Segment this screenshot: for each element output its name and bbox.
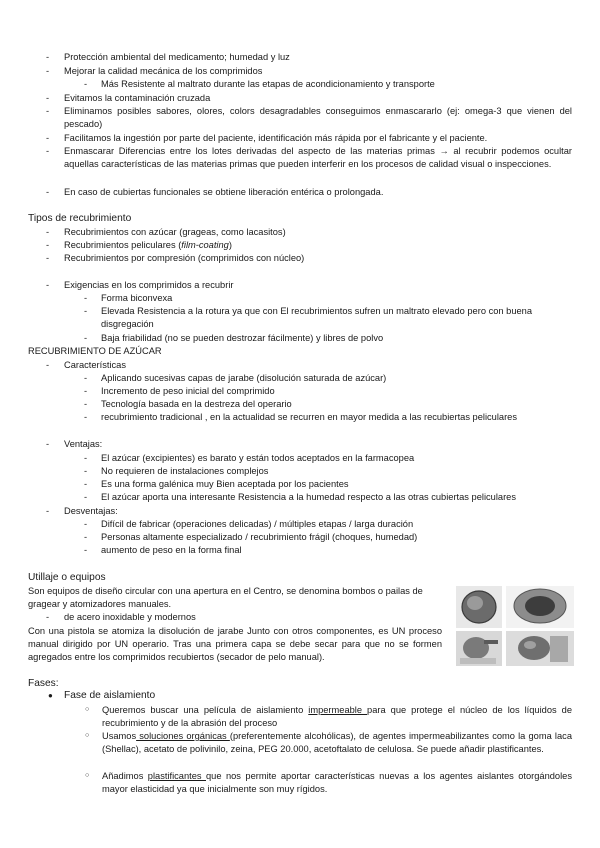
bullet-calidad-mecanica: Mejorar la calidad mecánica de los comprimidos [64,66,263,76]
dash-marker: - [84,373,88,383]
bullet-ingestion: Facilitamos la ingestión por parte del paciente, identificación más rápida por el fabricante y el paciente. [64,133,488,143]
coating-pan-photo-1 [456,586,502,628]
dash-marker: - [84,453,88,463]
dash-marker: - [84,466,88,476]
bullet-circle: ○ [85,732,90,739]
dash-marker: - [46,280,50,290]
dash-marker: - [46,146,50,156]
dash-marker: - [46,506,50,516]
caracteristica-capas: Aplicando sucesivas capas de jarabe (disolución saturada de azúcar) [101,373,387,383]
bullet-proteccion: Protección ambiental del medicamento; humedad y luz [64,52,290,62]
aislamiento-pelicula [102,704,572,730]
utillaje-acero: de acero inoxidable y modernos [64,612,196,622]
term-plastificantes: plastificantes [147,771,206,781]
caracteristica-peso: Incremento de peso inicial del comprimido [101,386,275,396]
aislamiento-plastificantes-rest: que nos permite aportar características nuevas a los agentes aislantes otorgándoles mayor elasticidad ya que inicialmente son muy rígidos. [102,771,572,795]
utillaje-descripcion: Son equipos de diseño circular con una apertura en el Centro, se denomina bombos o pailas de gragear y atomizadores manuales. [28,586,423,610]
dash-marker: - [84,519,88,529]
sub-bullet-resistente: Más Resistente al maltrato durante las etapas de acondicionamiento y transporte [101,79,435,89]
ventaja-barato: El azúcar (excipientes) es barato y están todos aceptados en la farmacopea [101,453,415,463]
dash-marker: - [84,532,88,542]
heading-utillaje: Utillaje o equipos [28,572,106,583]
dash-marker: - [84,492,88,502]
ventaja-instalaciones: No requieren de instalaciones complejos [101,466,269,476]
dash-marker: - [46,106,50,116]
dash-marker: - [84,333,88,343]
aislamiento-plastificantes [102,770,572,796]
dash-marker: - [84,412,88,422]
bullet-circle: ○ [85,772,90,779]
dash-marker: - [46,439,50,449]
heading-recubrimiento-azucar: RECUBRIMIENTO DE AZÚCAR [28,346,162,356]
dash-marker: - [46,253,50,263]
film-coating-term: film-coating [181,240,229,250]
equipment-photos [454,584,576,668]
caracteristica-tecnologia: Tecnología basada en la destreza del operario [101,399,292,409]
bullet-circle: ○ [85,706,90,713]
aislamiento-soluciones [102,730,572,756]
tipo-azucar: Recubrimientos con azúcar (grageas, como lacasitos) [64,227,286,237]
dash-marker: - [84,479,88,489]
heading-tipos: Tipos de recubrimiento [28,213,132,224]
dash-marker: - [46,360,50,370]
exigencia-biconvexa: Forma biconvexa [101,293,173,303]
dash-marker: - [84,399,88,409]
ventajas-label: Ventajas: [64,439,103,449]
desventaja-personas: Personas altamente especializado / recubrimiento frágil (choques, humedad) [101,532,418,542]
bullet-sabores: Eliminamos posibles sabores, olores, colors desagradables conseguimos enmascararlo (ej: omega-3 que vienen del pescado) [64,106,572,130]
term-impermeable: impermeable [308,705,368,715]
dash-marker: - [46,187,50,197]
tipo-compresion: Recubrimientos por compresión (comprimidos con núcleo) [64,253,305,263]
bullet-dot: ● [48,691,53,700]
dash-marker: - [84,306,88,316]
coating-pan-photo-3 [456,631,502,666]
tipo-peliculares [64,240,232,251]
coating-pan-photo-2 [506,586,574,628]
ventaja-humedad: El azúcar aporta una interesante Resistencia a la humedad respecto a las otras cubiertas peliculares [101,492,516,502]
aislamiento-plastificantes-text: Añadimos [102,771,148,781]
fase-aislamiento: Fase de aislamiento [64,690,156,701]
dash-marker: - [84,386,88,396]
aislamiento-pelicula-text: Queremos buscar una película de aislamiento [102,705,309,715]
exigencia-resistencia: Elevada Resistencia a la rotura ya que con El recubrimientos sufren un maltrato elevado pero con buena disgregación [101,306,533,330]
dash-marker: - [84,293,88,303]
dash-marker: - [46,93,50,103]
dash-marker: - [46,227,50,237]
desventaja-peso: aumento de peso en la forma final [101,545,242,555]
ventaja-aceptada: Es una forma galénica muy Bien aceptada por los pacientes [101,479,349,489]
caracteristicas-label: Características [64,360,126,370]
dash-marker: - [84,545,88,555]
bullet-enmascarar: Enmascarar Diferencias entre los lotes derivadas del aspecto de las materias primas → al recubrir podemos ocultar aquellas características de las materias primas que pueden interferir en los procesos de calidad visual o inspecciones. [64,146,572,170]
tipo-peliculares-close: ) [228,240,232,250]
dash-marker: - [46,240,50,250]
dash-marker: - [46,133,50,143]
aislamiento-pelicula-rest: para que protege el núcleo de los líquidos de recubrimiento y de la abrasión del proceso [102,705,572,729]
dash-marker: - [46,66,50,76]
dash-marker: - [46,52,50,62]
desventajas-label: Desventajas: [64,506,118,516]
dash-marker: - [84,79,88,89]
exigencia-friabilidad: Baja friabilidad (no se pueden destrozar fácilmente) y libres de polvo [101,333,384,343]
caracteristica-tradicional: recubrimiento tradicional , en la actualidad se recurren en mayor medida a las recubiertas peliculares [101,412,517,422]
exigencias-label: Exigencias en los comprimidos a recubrir [64,280,234,290]
bullet-contaminacion: Evitamos la contaminación cruzada [64,93,211,103]
utillaje-pistola: Con una pistola se atomiza la disolución de jarabe Junto con otros componentes, es UN proceso manual dirigido por UN operario. Tras una primera capa se debe secar para que no se formen agregados entre los comprimidos recubiertos (secador de pelo manual). [28,626,442,663]
tipo-peliculares-text: Recubrimientos peliculares ( [64,240,182,250]
bullet-cubiertas-funcionales: En caso de cubiertas funcionales se obtiene liberación entérica o prolongada. [64,187,384,197]
coating-pan-photo-4 [506,631,574,666]
aislamiento-soluciones-text: Usamos [102,731,137,741]
desventaja-dificil: Difícil de fabricar (operaciones delicadas) / múltiples etapas / larga duración [101,519,414,529]
heading-fases: Fases: [28,678,59,689]
term-soluciones-organicas: soluciones orgánicas [136,731,230,741]
dash-marker: - [46,612,50,622]
aislamiento-soluciones-rest: (preferentemente alcohólicas), de agentes impermeabilizantes como la goma laca (Shellac), acetato de polivinilo, zeina, PEG 20.000, acetoftalato de celulosa. Se puede añadir plastificantes. [102,731,572,755]
